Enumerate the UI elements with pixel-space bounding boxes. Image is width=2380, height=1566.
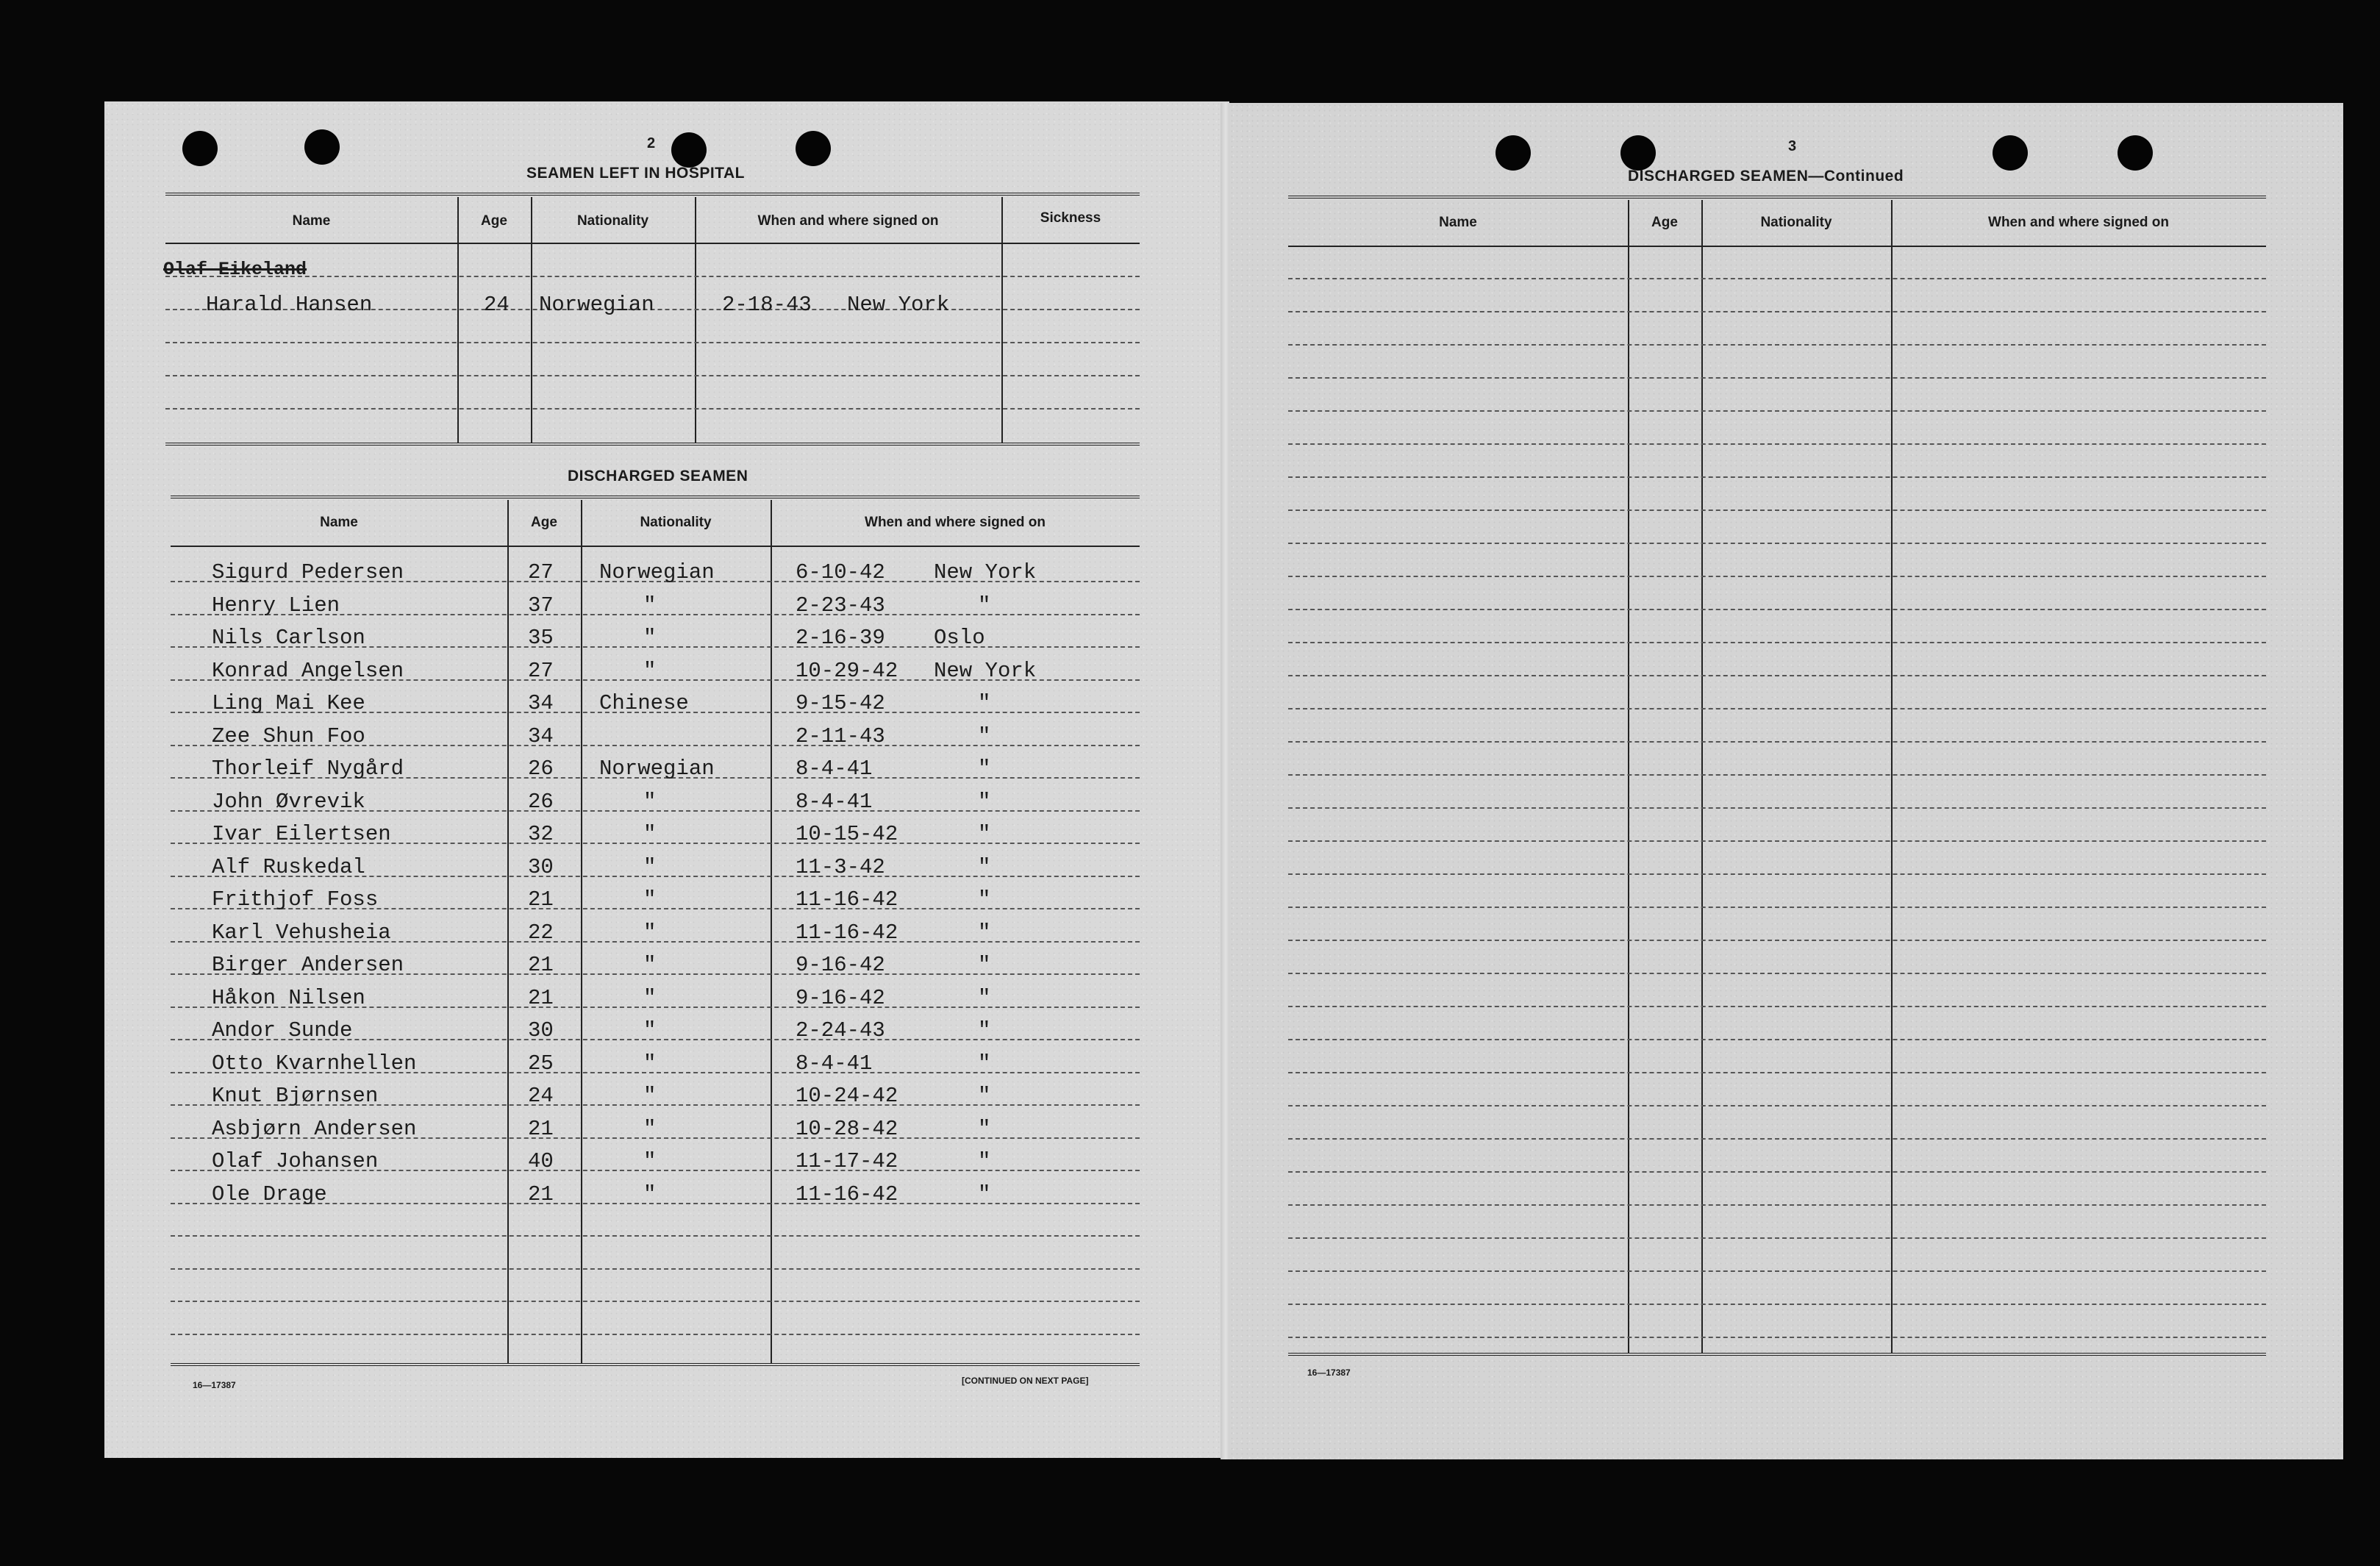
discharged-name: Zee Shun Foo [212, 723, 365, 748]
discharged-age: 27 [528, 658, 554, 683]
punch-hole [2118, 135, 2153, 171]
col-header-signed-on: When and where signed on [757, 213, 939, 229]
discharged-age: 30 [528, 854, 554, 879]
discharged-age: 35 [528, 626, 554, 650]
discharged-date: 11-16-42 [796, 887, 898, 912]
rule [171, 546, 1140, 547]
rule [1628, 200, 1629, 1353]
discharged-date: 8-4-41 [796, 789, 873, 814]
discharged-name: Ivar Eilertsen [212, 822, 391, 846]
discharged-name: Olaf Johansen [212, 1149, 379, 1173]
rule [1288, 1171, 2266, 1173]
hospital-name: Harald Hansen [206, 293, 373, 317]
form-number: 16—17387 [1307, 1367, 1351, 1378]
punch-hole [671, 132, 707, 168]
rule [1288, 196, 2266, 199]
col-header-name: Name [292, 213, 331, 229]
discharged-nationality: Chinese [599, 691, 689, 715]
rule [1288, 344, 2266, 346]
discharged-date: 2-23-43 [796, 593, 885, 618]
rule [1288, 510, 2266, 511]
discharged-date: 2-24-43 [796, 1018, 885, 1043]
discharged-heading: DISCHARGED SEAMEN [568, 468, 748, 485]
discharged-date: 9-15-42 [796, 691, 885, 715]
rule [1288, 1204, 2266, 1206]
discharged-age: 21 [528, 953, 554, 977]
hospital-nationality: Norwegian [539, 293, 654, 317]
discharged-place: " [978, 593, 991, 618]
discharged-name: Andor Sunde [212, 1018, 353, 1043]
discharged-age: 40 [528, 1149, 554, 1173]
rule [1288, 1237, 2266, 1239]
col-header-signed-on: When and where signed on [865, 515, 1046, 530]
rule [1288, 873, 2266, 875]
col-header-name: Name [1439, 215, 1477, 230]
discharged-nationality: " [643, 920, 657, 945]
rule [531, 197, 532, 443]
discharged-place: " [978, 854, 991, 879]
discharged-place: New York [934, 658, 1037, 683]
rule [165, 375, 1140, 376]
discharged-date: 10-24-42 [796, 1084, 898, 1108]
discharged-age: 37 [528, 593, 554, 618]
discharged-age: 25 [528, 1051, 554, 1076]
rule [1288, 708, 2266, 709]
rule [171, 1235, 1140, 1237]
rule [1288, 741, 2266, 743]
discharged-date: 2-16-39 [796, 626, 885, 650]
discharged-age: 30 [528, 1018, 554, 1043]
discharged-nationality: Norwegian [599, 560, 715, 584]
discharged-place: " [978, 822, 991, 846]
col-header-nationality: Nationality [1760, 215, 1832, 230]
discharged-nationality: " [643, 789, 657, 814]
discharged-name: Otto Kvarnhellen [212, 1051, 417, 1076]
right-page [1229, 103, 2343, 1459]
rule [171, 1301, 1140, 1302]
discharged-name: Ling Mai Kee [212, 691, 365, 715]
rule [457, 197, 459, 443]
rule [1288, 543, 2266, 544]
rule [1288, 1304, 2266, 1305]
page-number: 2 [647, 135, 656, 151]
discharged-name: Henry Lien [212, 593, 340, 618]
continued-note: [CONTINUED ON NEXT PAGE] [962, 1376, 1089, 1386]
discharged-nationality: " [643, 887, 657, 912]
discharged-name: Frithjof Foss [212, 887, 379, 912]
discharged-age: 34 [528, 723, 554, 748]
discharged-place: " [978, 985, 991, 1010]
discharged-age: 21 [528, 1181, 554, 1206]
rule [771, 500, 772, 1363]
rule [171, 1363, 1140, 1366]
rule [165, 276, 1140, 277]
col-header-age: Age [1651, 215, 1678, 230]
discharged-name: John Øvrevik [212, 789, 365, 814]
rule [581, 500, 582, 1363]
rule [1288, 1337, 2266, 1338]
discharged-place: " [978, 1051, 991, 1076]
discharged-name: Sigurd Pedersen [212, 560, 404, 584]
discharged-date: 8-4-41 [796, 1051, 873, 1076]
discharged-name: Håkon Nilsen [212, 985, 365, 1010]
discharged-nationality: " [643, 822, 657, 846]
rule [1288, 840, 2266, 842]
rule [171, 1334, 1140, 1335]
discharged-place: " [978, 1116, 991, 1141]
rule [695, 197, 696, 443]
discharged-date: 11-16-42 [796, 920, 898, 945]
discharged-name: Knut Bjørnsen [212, 1084, 379, 1108]
rule [1288, 311, 2266, 312]
discharged-nationality: " [643, 658, 657, 683]
rule [1288, 1105, 2266, 1106]
rule [507, 500, 509, 1363]
col-header-age: Age [531, 515, 557, 530]
discharged-name: Konrad Angelsen [212, 658, 404, 683]
discharged-nationality: " [643, 1018, 657, 1043]
rule [171, 1268, 1140, 1270]
discharged-age: 21 [528, 887, 554, 912]
discharged-place: " [978, 1084, 991, 1108]
discharged-date: 10-15-42 [796, 822, 898, 846]
discharged-name: Alf Ruskedal [212, 854, 365, 879]
discharged-age: 24 [528, 1084, 554, 1108]
discharged-date: 9-16-42 [796, 953, 885, 977]
punch-hole [796, 131, 831, 166]
rule [1288, 940, 2266, 941]
discharged-nationality: " [643, 985, 657, 1010]
rule [1288, 443, 2266, 445]
discharged-name: Nils Carlson [212, 626, 365, 650]
discharged-nationality: " [643, 953, 657, 977]
rule [1701, 200, 1703, 1353]
discharged-date: 11-16-42 [796, 1181, 898, 1206]
discharged-age: 21 [528, 1116, 554, 1141]
discharged-place: " [978, 1018, 991, 1043]
rule [1001, 197, 1003, 443]
form-number: 16—17387 [193, 1380, 236, 1390]
discharged-nationality: " [643, 854, 657, 879]
discharged-date: 11-3-42 [796, 854, 885, 879]
col-header-name: Name [320, 515, 358, 530]
rule [1891, 200, 1893, 1353]
discharged-place: " [978, 1181, 991, 1206]
discharged-place: Oslo [934, 626, 985, 650]
discharged-place: " [978, 887, 991, 912]
discharged-nationality: " [643, 1116, 657, 1141]
rule [165, 443, 1140, 446]
rule [1288, 410, 2266, 412]
discharged-name: Karl Vehusheia [212, 920, 391, 945]
rule [165, 243, 1140, 244]
discharged-place: New York [934, 560, 1037, 584]
rule [1288, 1006, 2266, 1007]
col-header-age: Age [481, 213, 507, 229]
rule [165, 408, 1140, 410]
discharged-place: " [978, 1149, 991, 1173]
rule [1288, 609, 2266, 610]
rule [1288, 642, 2266, 643]
discharged-age: 27 [528, 560, 554, 584]
discharged-place: " [978, 920, 991, 945]
discharged-nationality: Norwegian [599, 757, 715, 781]
discharged-date: 9-16-42 [796, 985, 885, 1010]
rule [1288, 1039, 2266, 1040]
rule [165, 193, 1140, 196]
punch-hole [304, 129, 340, 165]
rule [1288, 807, 2266, 809]
rule [1288, 377, 2266, 379]
rule [1288, 476, 2266, 478]
discharged-name: Thorleif Nygård [212, 757, 404, 781]
punch-hole [1620, 135, 1656, 171]
discharged-place: " [978, 757, 991, 781]
rule [1288, 774, 2266, 776]
col-header-nationality: Nationality [576, 213, 649, 229]
discharged-name: Ole Drage [212, 1181, 327, 1206]
rule [165, 342, 1140, 343]
rule [1288, 1138, 2266, 1140]
punch-hole [182, 131, 218, 166]
discharged-nationality: " [643, 1149, 657, 1173]
discharged-date: 8-4-41 [796, 757, 873, 781]
col-header-nationality: Nationality [640, 515, 712, 530]
discharged-nationality: " [643, 593, 657, 618]
col-header-sickness: Sickness [1040, 210, 1101, 226]
discharged-place: " [978, 691, 991, 715]
discharged-nationality: " [643, 1051, 657, 1076]
page-number: 3 [1788, 138, 1797, 154]
discharged-age: 21 [528, 985, 554, 1010]
hospital-date: 2-18-43 [722, 293, 812, 317]
discharged-date: 10-29-42 [796, 658, 898, 683]
rule [1288, 246, 2266, 247]
discharged-age: 32 [528, 822, 554, 846]
discharged-date: 6-10-42 [796, 560, 885, 584]
rule [1288, 278, 2266, 279]
discharged-age: 34 [528, 691, 554, 715]
discharged-age: 26 [528, 757, 554, 781]
discharged-age: 26 [528, 789, 554, 814]
discharged-name: Birger Andersen [212, 953, 404, 977]
discharged-place: " [978, 789, 991, 814]
col-header-signed-on: When and where signed on [1988, 215, 2169, 230]
discharged-continued-heading: DISCHARGED SEAMEN—Continued [1628, 168, 1904, 185]
hospital-heading: SEAMEN LEFT IN HOSPITAL [526, 165, 745, 182]
rule [1288, 675, 2266, 676]
rule [1288, 1072, 2266, 1073]
discharged-date: 11-17-42 [796, 1149, 898, 1173]
discharged-date: 2-11-43 [796, 723, 885, 748]
discharged-nationality: " [643, 626, 657, 650]
rule [1288, 1353, 2266, 1356]
hospital-age: 24 [484, 293, 510, 317]
discharged-name: Asbjørn Andersen [212, 1116, 417, 1141]
rule [1288, 1270, 2266, 1272]
rule [1288, 907, 2266, 908]
rule [171, 496, 1140, 498]
discharged-place: " [978, 953, 991, 977]
punch-hole [1993, 135, 2028, 171]
hospital-place: New York [847, 293, 950, 317]
rule [1288, 973, 2266, 974]
struck-entry: Olaf Eikeland [163, 259, 307, 280]
discharged-place: " [978, 723, 991, 748]
discharged-date: 10-28-42 [796, 1116, 898, 1141]
discharged-nationality: " [643, 1084, 657, 1108]
discharged-age: 22 [528, 920, 554, 945]
punch-hole [1495, 135, 1531, 171]
rule [1288, 576, 2266, 577]
discharged-nationality: " [643, 1181, 657, 1206]
